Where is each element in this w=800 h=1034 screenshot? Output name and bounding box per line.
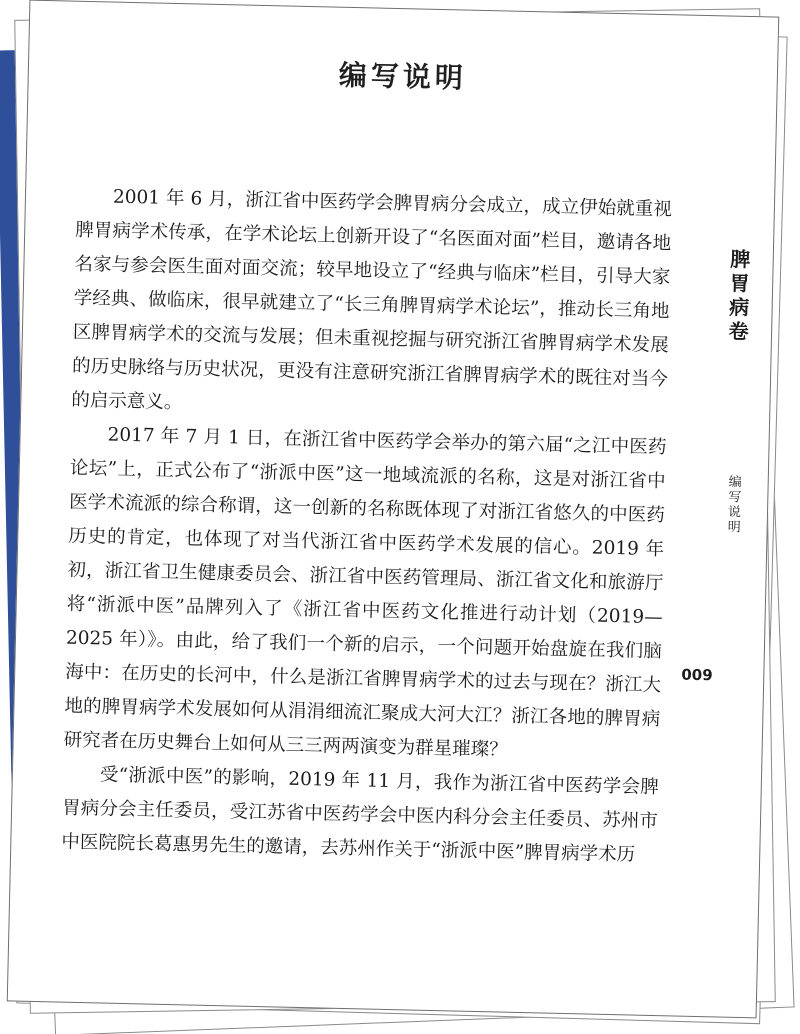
running-header-section: 编写说明	[724, 474, 741, 535]
paragraph-1: 2001 年 6 月，浙江省中医药学会脾胃病分会成立，成立伊始就重视脾胃病学术传承，在学术论坛上创新开设了“名医面对面”栏目，邀请各地名家与参会医生面对面交流；较早地设立了“经典与临床”栏目，引导大家学经典、做临床，很早就建立了“长三角脾胃病学术论坛”，推动长三角地区脾胃病学术的交流与发展；但未重视挖掘与研究浙江省脾胃病学术发展的历史脉络与历史状况，更没有注意研究浙江省脾胃病学术的既往对当今的启示意义。	[71, 186, 673, 414]
page-number: 009	[681, 665, 713, 685]
page-title: 编写说明	[338, 58, 468, 95]
book-page	[7, 0, 780, 1018]
running-header-volume: 脾胃病卷	[724, 248, 751, 346]
paragraph-2: 2017 年 7 月 1 日，在浙江省中医药学会举办的第六届“之江中医药论坛”上，正式公布了“浙派中医”这一地域流派的名称，这是对浙江省中医学术流派的综合称谓，这一创新的名称既体现了对浙江省悠久的中医药历史的肯定，也体现了对当代浙江省中医药学术发展的信心。2019 年初，浙江省卫生健康委员会、浙江省中医药管理局、浙江省文化和旅游厅将“浙派中医”品牌列入了《浙江省中医药文化推进行动计划（2019—2025 年）》。由此，给了我们一个新的启示，一个问题开始盘旋在我们脑海中：在历史的长河中，什么是浙江省脾胃病学术的过去与现在？浙江大地的脾胃病学术发展如何从涓涓细流汇聚成大河大江？浙江各地的脾胃病研究者在历史舞台上如何从三三两两演变为群星璀璨？	[63, 424, 667, 761]
page-body	[61, 180, 672, 873]
paragraph-3: 受“浙派中医”的影响，2019 年 11 月，我作为浙江省中医药学会脾胃病分会主任委员，受江苏省中医药学会中医内科分会主任委员、苏州市中医院院长葛惠男先生的邀请，去苏州作关于“浙派中医”脾胃病学术历	[61, 764, 659, 866]
